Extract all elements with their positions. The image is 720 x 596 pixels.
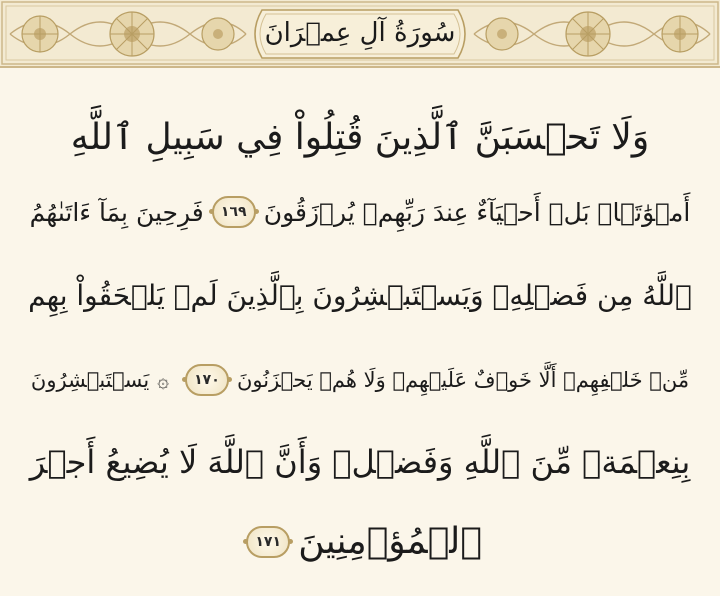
- surah-title: سُورَةُ آلِ عِمۡرَانَ: [264, 18, 456, 48]
- ayah-end-marker-icon: [246, 526, 290, 558]
- verse-line-6: [240, 506, 480, 578]
- verse-line-5: [28, 426, 692, 498]
- ayah-end-marker-icon: [185, 364, 229, 396]
- verse-text: بِنِعۡمَةٖ مِّنَ ٱللَّهِ وَفَضۡلٖ وَأَنَّ ٱللَّهَ لَا يُضِيعُ أَجۡرَ: [29, 443, 691, 481]
- hizb-star-icon: ۞: [157, 368, 169, 392]
- verse-text: أَمۡوَٰتَۢاۚ بَلۡ أَحۡيَآءٌ عِندَ رَبِّهِمۡ يُرۡزَقُونَ: [263, 197, 691, 227]
- verses-area: [0, 68, 720, 596]
- verse-line-2: [28, 176, 692, 248]
- ayah-number: ١٧٠: [194, 372, 220, 388]
- verse-text: مِّنۡ خَلۡفِهِمۡ أَلَّا خَوۡفٌ عَلَيۡهِمۡ وَلَا هُمۡ يَحۡزَنُونَ: [236, 367, 690, 392]
- surah-header-banner: [0, 0, 720, 68]
- verse-line-1: [28, 102, 692, 174]
- verse-text: يَسۡتَبۡشِرُونَ: [30, 367, 150, 392]
- verse-line-3: [28, 260, 692, 332]
- verse-text: ٱلۡمُؤۡمِنِينَ: [298, 521, 482, 562]
- verse-line-4: [28, 344, 692, 416]
- ayah-number: ١٧١: [255, 534, 282, 550]
- verse-text: وَلَا تَحۡسَبَنَّ ٱلَّذِينَ قُتِلُواْ فِي سَبِيلِ ٱللَّهِ: [70, 117, 650, 158]
- ayah-number: ١٦٩: [220, 204, 247, 220]
- ayah-end-marker-icon: [212, 196, 256, 228]
- verse-text: فَرِحِينَ بِمَآ ءَاتَىٰهُمُ: [29, 197, 204, 227]
- verse-text: ٱللَّهُ مِن فَضۡلِهِۦ وَيَسۡتَبۡشِرُونَ بِٱلَّذِينَ لَمۡ يَلۡحَقُواْ بِهِم: [28, 279, 692, 312]
